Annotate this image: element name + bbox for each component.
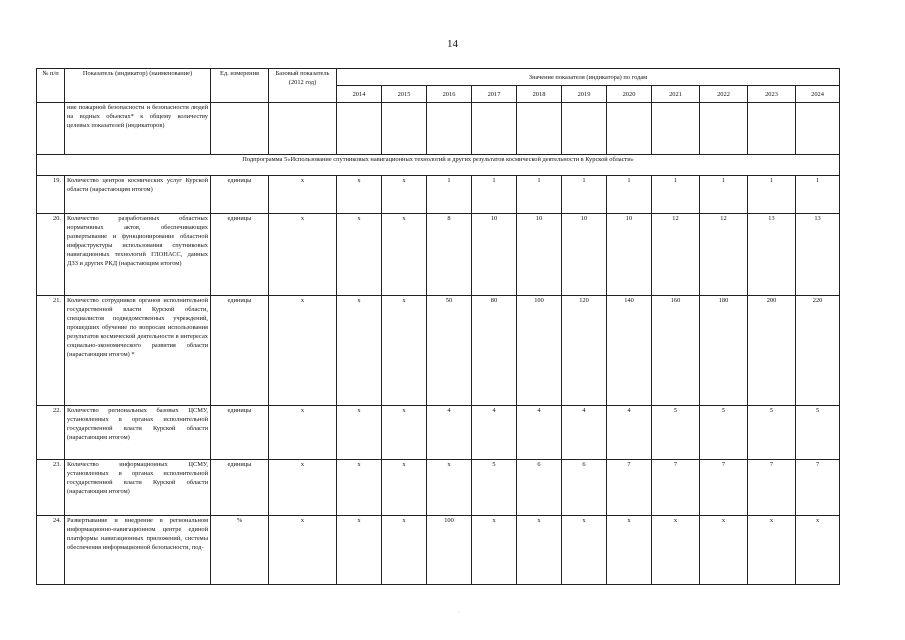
row-year-value: х [517, 516, 562, 585]
row-year-value: х [748, 516, 796, 585]
row-indicator-name: Количество центров космических услуг Курской области (нарастающим итогом) [65, 176, 211, 214]
row-year-value: х [337, 296, 382, 406]
row-year-value: 5 [796, 406, 840, 460]
table-row [37, 214, 840, 296]
table-row [37, 296, 840, 406]
row-year-value: 1 [562, 176, 607, 214]
row-year-value: 4 [517, 406, 562, 460]
scan-mark: · [458, 610, 460, 616]
row-year-value: х [382, 516, 427, 585]
row-year-value: 5 [700, 406, 748, 460]
continuation-row [37, 103, 840, 155]
table-row [37, 516, 840, 585]
row-indicator-name: Количество сотрудников органов исполнительной государственной власти Курской области, специалистов подведомственных учреждений, прошедших обучение по вопросам использования результатов космической деятельности в интересах социально-экономического развития области (нарастающим итогом) * [65, 296, 211, 406]
row-year-value: 12 [652, 214, 700, 296]
row-num: 23. [37, 460, 65, 516]
row-indicator-name: Развертывание и внедрение в региональном информационно-навигационном центре единой платформы навигационных приложений, системы обеспечения информационной безопасности, под- [65, 516, 211, 585]
row-year-value: х [382, 406, 427, 460]
header-year: 2015 [382, 86, 427, 103]
table-row [37, 176, 840, 214]
row-year-value: 180 [700, 296, 748, 406]
continuation-text: ние пожарной безопасности и безопасности людей на водных объектах* к общему количеству целевых показателей (индикаторов) [65, 103, 211, 155]
row-base-value: х [269, 516, 337, 585]
row-year-value: 7 [700, 460, 748, 516]
row-num: 20. [37, 214, 65, 296]
row-year-value: 1 [652, 176, 700, 214]
row-unit: единицы [211, 214, 269, 296]
subprogram-row [37, 155, 840, 176]
row-year-value: х [337, 214, 382, 296]
row-year-value: х [607, 516, 652, 585]
row-year-value: 6 [517, 460, 562, 516]
row-year-value: 80 [472, 296, 517, 406]
row-year-value: х [562, 516, 607, 585]
header-values-group: Значение показателя (индикатора) по годам [337, 69, 840, 86]
row-year-value: 160 [652, 296, 700, 406]
row-unit: единицы [211, 460, 269, 516]
row-year-value: 13 [796, 214, 840, 296]
header-year: 2019 [562, 86, 607, 103]
row-year-value: х [472, 516, 517, 585]
row-year-value: 5 [652, 406, 700, 460]
row-year-value: 10 [562, 214, 607, 296]
row-year-value: 1 [517, 176, 562, 214]
row-year-value: 12 [700, 214, 748, 296]
row-year-value: 120 [562, 296, 607, 406]
row-year-value: 4 [472, 406, 517, 460]
subprogram-title: Подпрограмма 5«Использование спутниковых навигационных технологий и других результатов космической деятельности в Курской области» [37, 155, 840, 176]
header-unit: Ед. измерения [211, 69, 269, 103]
header-indicator: Показатель (индикатор) (наименование) [65, 69, 211, 103]
row-year-value: 5 [748, 406, 796, 460]
header-year: 2018 [517, 86, 562, 103]
header-num: № п/п [37, 69, 65, 103]
row-year-value: 4 [562, 406, 607, 460]
row-year-value: 5 [472, 460, 517, 516]
row-year-value: 100 [517, 296, 562, 406]
row-year-value: х [382, 460, 427, 516]
header-year: 2017 [472, 86, 517, 103]
row-year-value: 6 [562, 460, 607, 516]
row-year-value: 1 [607, 176, 652, 214]
row-year-value: х [337, 460, 382, 516]
row-year-value: 7 [796, 460, 840, 516]
row-year-value: х [382, 296, 427, 406]
header-year: 2024 [796, 86, 840, 103]
row-year-value: х [337, 406, 382, 460]
row-num: 21. [37, 296, 65, 406]
row-base-value: х [269, 406, 337, 460]
page-number: 14 [447, 38, 458, 50]
indicator-rows [37, 176, 840, 585]
row-year-value: 10 [517, 214, 562, 296]
row-year-value: х [337, 516, 382, 585]
row-base-value: х [269, 176, 337, 214]
row-year-value: 10 [607, 214, 652, 296]
row-year-value: х [337, 176, 382, 214]
row-year-value: 10 [472, 214, 517, 296]
row-unit: единицы [211, 406, 269, 460]
table-header [37, 69, 840, 103]
row-year-value: х [427, 460, 472, 516]
row-indicator-name: Количество региональных базовых ЦСМУ, установленных в органах исполнительной государственной власти Курской области (нарастающим итогом) [65, 406, 211, 460]
row-year-value: 13 [748, 214, 796, 296]
row-num: 22. [37, 406, 65, 460]
row-num: 24. [37, 516, 65, 585]
row-year-value: 100 [427, 516, 472, 585]
row-year-value: 4 [607, 406, 652, 460]
row-year-value: 50 [427, 296, 472, 406]
header-year: 2023 [748, 86, 796, 103]
header-base: Базовый показатель (2012 год) [269, 69, 337, 103]
row-year-value: х [382, 214, 427, 296]
row-base-value: х [269, 296, 337, 406]
header-year: 2021 [652, 86, 700, 103]
row-num: 19. [37, 176, 65, 214]
table-row [37, 460, 840, 516]
row-year-value: х [700, 516, 748, 585]
continuation-num [37, 103, 65, 155]
row-base-value: х [269, 460, 337, 516]
row-indicator-name: Количество разработанных областных нормативных актов, обеспечивающих развертывание и функционирование областной инфраструктуры использования спутниковых навигационных технологий ГЛОНАСС, данных ДЗЗ и других РКД (нарастающим итогом) [65, 214, 211, 296]
row-indicator-name: Количество информационных ЦСМУ, установленных в органах исполнительной государственной власти Курской области (нарастающим итогом) [65, 460, 211, 516]
row-year-value: 200 [748, 296, 796, 406]
header-year: 2014 [337, 86, 382, 103]
row-unit: % [211, 516, 269, 585]
row-year-value: 1 [427, 176, 472, 214]
row-year-value: 220 [796, 296, 840, 406]
row-year-value: 7 [652, 460, 700, 516]
row-year-value: 140 [607, 296, 652, 406]
row-base-value: х [269, 214, 337, 296]
row-year-value: х [652, 516, 700, 585]
header-year: 2016 [427, 86, 472, 103]
indicators-table [36, 68, 840, 585]
row-year-value: 1 [796, 176, 840, 214]
row-year-value: 1 [700, 176, 748, 214]
row-year-value: 7 [748, 460, 796, 516]
row-unit: единицы [211, 176, 269, 214]
row-year-value: 1 [472, 176, 517, 214]
row-year-value: х [382, 176, 427, 214]
row-year-value: х [796, 516, 840, 585]
row-year-value: 4 [427, 406, 472, 460]
header-year: 2022 [700, 86, 748, 103]
row-year-value: 1 [748, 176, 796, 214]
header-year: 2020 [607, 86, 652, 103]
row-year-value: 7 [607, 460, 652, 516]
row-unit: единицы [211, 296, 269, 406]
row-year-value: 8 [427, 214, 472, 296]
table-row [37, 406, 840, 460]
